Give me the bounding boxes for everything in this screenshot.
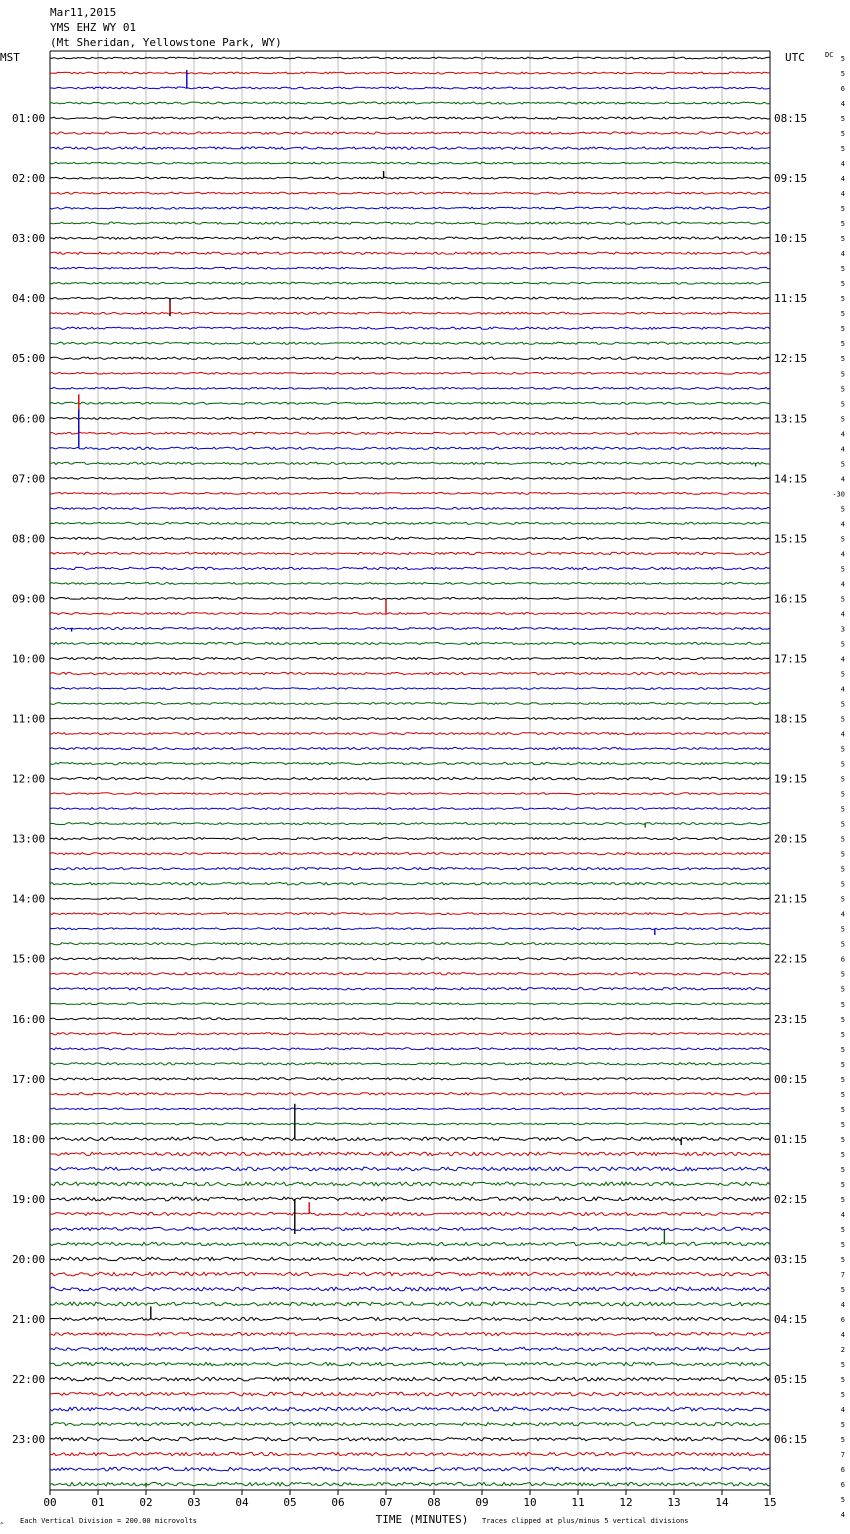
dc-offset-label: 5	[840, 1000, 845, 1009]
trace-row	[50, 823, 770, 825]
trace-row	[50, 672, 770, 674]
dc-offset-label: 5	[840, 565, 845, 574]
chart-header	[50, 6, 282, 49]
trace-row	[50, 1482, 770, 1486]
left-hour-label: 08:00	[12, 532, 46, 546]
trace-row	[50, 838, 770, 840]
dc-offset-label: 5	[840, 1045, 845, 1054]
trace-row	[50, 57, 770, 59]
left-hour-labels	[12, 112, 45, 1446]
dc-offset-label: 5	[840, 775, 845, 784]
trace-row	[50, 1152, 770, 1156]
dc-offset-label: 5	[840, 745, 845, 754]
right-hour-label: 09:15	[774, 172, 808, 186]
right-hour-label: 04:15	[774, 1313, 808, 1327]
dc-offset-label: 5	[840, 1030, 845, 1039]
trace-row	[50, 447, 770, 449]
dc-offset-label: 2	[840, 1346, 845, 1355]
trace-row	[50, 1407, 770, 1411]
trace-row	[50, 1212, 770, 1215]
trace-row	[50, 1347, 770, 1350]
dc-offset-label: 5	[840, 535, 845, 544]
left-hour-label: 17:00	[12, 1072, 46, 1086]
trace-row	[50, 703, 770, 705]
trace-row	[50, 357, 770, 359]
x-tick-label: 00	[43, 1496, 57, 1509]
dc-offset-label: 4	[840, 475, 845, 484]
trace-row	[50, 222, 770, 224]
right-hour-label: 23:15	[774, 1012, 808, 1026]
x-tick-label: 02	[139, 1496, 153, 1509]
trace-row	[50, 657, 770, 659]
left-hour-label: 16:00	[12, 1012, 46, 1026]
dc-offset-label: 4	[840, 520, 845, 529]
x-tick-label: 12	[619, 1496, 633, 1509]
trace-row	[50, 402, 770, 404]
dc-offset-label: 5	[840, 340, 845, 349]
trace-row	[50, 537, 770, 539]
dc-offset-label: 4	[840, 160, 845, 169]
dc-offset-label: 5	[840, 1090, 845, 1099]
trace-row	[50, 117, 770, 119]
dc-offset-label: 5	[840, 400, 845, 409]
left-hour-label: 01:00	[12, 112, 46, 126]
trace-row	[50, 748, 770, 750]
dc-offset-label: 5	[840, 715, 845, 724]
trace-row	[50, 613, 770, 615]
trace-row	[50, 1227, 770, 1230]
trace-row	[50, 267, 770, 269]
left-hour-label: 20:00	[12, 1252, 46, 1266]
dc-offset-label: 5	[840, 1436, 845, 1445]
dc-offset-label: 6	[840, 85, 845, 94]
trace-row	[50, 808, 770, 810]
dc-offset-label: 6	[840, 1466, 845, 1475]
trace-row	[50, 1392, 770, 1396]
trace-row	[50, 642, 770, 644]
dc-offset-label: 4	[840, 1511, 845, 1520]
right-hour-label: 20:15	[774, 832, 808, 846]
left-hour-label: 12:00	[12, 772, 46, 786]
x-tick-label: 05	[283, 1496, 297, 1509]
dc-offset-label: 5	[840, 1135, 845, 1144]
dc-offset-label: 5	[840, 130, 845, 139]
trace-row	[50, 1257, 770, 1261]
dc-offset-label: 5	[840, 640, 845, 649]
dc-offset-label: 5	[840, 460, 845, 469]
left-hour-label: 02:00	[12, 172, 46, 186]
dc-offset-label: 5	[840, 670, 845, 679]
left-hour-label: 22:00	[12, 1373, 46, 1387]
left-hour-label: 23:00	[12, 1433, 46, 1447]
dc-offset-label: 5	[840, 235, 845, 244]
dc-offset-label: 5	[840, 220, 845, 229]
trace-row	[50, 372, 770, 374]
dc-offset-label: 5	[840, 1376, 845, 1385]
right-hour-label: 18:15	[774, 712, 808, 726]
trace-row	[50, 477, 770, 479]
header-station: YMS EHZ WY 01	[50, 21, 137, 34]
x-tick-label: 08	[427, 1496, 441, 1509]
trace-row	[50, 1137, 770, 1140]
trace-row	[50, 1182, 770, 1186]
x-tick-label: 09	[475, 1496, 489, 1509]
trace-row	[50, 762, 770, 764]
trace-row	[50, 282, 770, 284]
trace-row	[50, 1317, 770, 1320]
dc-offset-label: 4	[840, 655, 845, 664]
trace-row	[50, 1063, 770, 1065]
trace-row	[50, 718, 770, 720]
dc-offset-label: 6	[840, 955, 845, 964]
trace-row	[50, 928, 770, 930]
dc-offset-label: 5	[840, 790, 845, 799]
dc-offset-labels	[832, 55, 845, 1519]
trace-row	[50, 1197, 770, 1201]
dc-offset-label: 5	[840, 115, 845, 124]
dc-offset-label: 4	[840, 250, 845, 259]
trace-row	[50, 297, 770, 299]
dc-offset-label: 5	[840, 1060, 845, 1069]
trace-row	[50, 132, 770, 134]
dc-offset-label: 4	[840, 1331, 845, 1340]
trace-row	[50, 147, 770, 149]
dc-offset-label: 5	[840, 70, 845, 79]
x-tick-label: 15	[763, 1496, 777, 1509]
trace-row	[50, 492, 770, 494]
right-hour-label: 12:15	[774, 352, 808, 366]
left-hour-label: 09:00	[12, 592, 46, 606]
right-timezone-label: UTC	[785, 51, 805, 64]
dc-offset-label: 4	[840, 910, 845, 919]
dc-offset-label: 5	[840, 415, 845, 424]
dc-offset-label: 5	[840, 1105, 845, 1114]
trace-row	[50, 583, 770, 585]
left-hour-label: 21:00	[12, 1313, 46, 1327]
right-hour-label: 16:15	[774, 592, 808, 606]
trace-row	[50, 507, 770, 509]
header-location: (Mt Sheridan, Yellowstone Park, WY)	[50, 36, 282, 49]
right-hour-label: 01:15	[774, 1132, 808, 1146]
trace-row	[50, 777, 770, 779]
dc-offset-label: 3	[840, 625, 845, 634]
trace-row	[50, 342, 770, 344]
dc-offset-label: 5	[840, 265, 845, 274]
right-hour-label: 08:15	[774, 112, 808, 126]
trace-row	[50, 1242, 770, 1245]
left-hour-label: 03:00	[12, 232, 46, 246]
left-hour-label: 10:00	[12, 652, 46, 666]
x-tick-label: 03	[187, 1496, 201, 1509]
trace-row	[50, 1078, 770, 1080]
left-hour-label: 07:00	[12, 472, 46, 486]
dc-offset-label: 5	[840, 880, 845, 889]
trace-row	[50, 312, 770, 314]
dc-offset-label: 4	[840, 430, 845, 439]
dc-offset-label: 5	[840, 310, 845, 319]
trace-row	[50, 898, 770, 900]
x-axis-title: TIME (MINUTES)	[375, 1513, 469, 1526]
scale-note: Each Vertical Division = 200.00 microvolts	[20, 1517, 198, 1525]
dc-offset-label: 4	[840, 445, 845, 454]
left-hour-label: 15:00	[12, 952, 46, 966]
right-hour-label: 13:15	[774, 412, 808, 426]
trace-row	[50, 237, 770, 239]
dc-offset-label: 5	[840, 1195, 845, 1204]
left-hour-label: 18:00	[12, 1132, 46, 1146]
right-hour-label: 22:15	[774, 952, 808, 966]
dc-offset-label: 5	[840, 1361, 845, 1370]
dc-offset-label: 4	[840, 1210, 845, 1219]
x-tick-label: 04	[235, 1496, 249, 1509]
dc-offset-label: 5	[840, 820, 845, 829]
trace-row	[50, 522, 770, 524]
trace-row	[50, 567, 770, 569]
trace-row	[50, 102, 770, 104]
trace-row	[50, 177, 770, 179]
dc-offset-label: 5	[840, 1496, 845, 1505]
right-hour-label: 11:15	[774, 292, 808, 306]
x-tick-label: 06	[331, 1496, 345, 1509]
clip-note: Traces clipped at plus/minus 5 vertical divisions	[482, 1517, 689, 1525]
right-hour-label: 21:15	[774, 892, 808, 906]
trace-row	[50, 733, 770, 735]
left-hour-label: 06:00	[12, 412, 46, 426]
x-tick-label: 13	[667, 1496, 681, 1509]
trace-row	[50, 1048, 770, 1050]
dc-offset-label: 5	[840, 1165, 845, 1174]
trace-row	[50, 1272, 770, 1276]
dc-offset-label: -30	[832, 490, 845, 499]
trace-row	[50, 207, 770, 209]
left-hour-label: 05:00	[12, 352, 46, 366]
dc-offset-label: 5	[840, 1391, 845, 1400]
left-hour-label: 19:00	[12, 1192, 46, 1206]
dc-offset-label: 4	[840, 1406, 845, 1415]
trace-row	[50, 327, 770, 329]
right-hour-label: 00:15	[774, 1072, 808, 1086]
trace-row	[50, 688, 770, 690]
trace-row	[50, 943, 770, 945]
trace-row	[50, 1377, 770, 1381]
dc-offset-label: 5	[840, 385, 845, 394]
dc-offset-label: 4	[840, 190, 845, 199]
header-date: Mar11,2015	[50, 6, 117, 19]
x-tick-label: 10	[523, 1496, 537, 1509]
trace-row	[50, 1167, 770, 1171]
dc-offset-label: 5	[840, 370, 845, 379]
dc-offset-label: 4	[840, 730, 845, 739]
trace-row	[50, 1287, 770, 1291]
trace-row	[50, 87, 770, 89]
x-axis	[43, 1490, 776, 1509]
dc-offset-label: 5	[840, 940, 845, 949]
trace-row	[50, 913, 770, 915]
trace-row	[50, 1033, 770, 1035]
dc-offset-label: 7	[840, 1270, 845, 1279]
left-hour-label: 04:00	[12, 292, 46, 306]
dc-offset-label: 5	[840, 1150, 845, 1159]
dc-offset-label: 5	[840, 1285, 845, 1294]
right-hour-label: 10:15	[774, 232, 808, 246]
trace-row	[50, 883, 770, 885]
trace-row	[50, 552, 770, 554]
dc-offset-label: 5	[840, 835, 845, 844]
dc-offset-label: 5	[840, 1120, 845, 1129]
dc-offset-label: 5	[840, 205, 845, 214]
dc-offset-label: 5	[840, 595, 845, 604]
dc-offset-label: 4	[840, 580, 845, 589]
trace-row	[50, 1438, 770, 1441]
right-hour-label: 17:15	[774, 652, 808, 666]
dc-offset-label: 5	[840, 505, 845, 514]
trace-row	[50, 793, 770, 795]
dc-offset-label: 5	[840, 325, 845, 334]
trace-row	[50, 462, 770, 464]
right-hour-label: 05:15	[774, 1373, 808, 1387]
dc-offset-label: 6	[840, 1481, 845, 1490]
trace-row	[50, 1108, 770, 1110]
left-hour-label: 13:00	[12, 832, 46, 846]
trace-row	[50, 387, 770, 389]
dc-offset-label: 5	[840, 925, 845, 934]
trace-row	[50, 1362, 770, 1366]
right-hour-label: 02:15	[774, 1192, 808, 1206]
x-tick-label: 11	[571, 1496, 585, 1509]
dc-offset-label: 5	[840, 280, 845, 289]
dc-offset-label: 5	[840, 985, 845, 994]
trace-row	[50, 432, 770, 434]
dc-offset-label: 5	[840, 1075, 845, 1084]
dc-offset-label: 5	[840, 145, 845, 154]
dc-offset-label: 4	[840, 685, 845, 694]
dc-offset-label: 6	[840, 1316, 845, 1325]
dc-offset-label: 5	[840, 1240, 845, 1249]
right-hour-label: 06:15	[774, 1433, 808, 1447]
left-hour-label: 11:00	[12, 712, 46, 726]
corner-mark: ^	[0, 1522, 4, 1529]
trace-row	[50, 72, 770, 74]
dc-offset-label: 5	[840, 895, 845, 904]
dc-offset-label: 5	[840, 1015, 845, 1024]
dc-offset-label: 5	[840, 1255, 845, 1264]
trace-row	[50, 868, 770, 870]
left-hour-label: 14:00	[12, 892, 46, 906]
dc-offset-label: 5	[840, 760, 845, 769]
dc-offset-label: 4	[840, 610, 845, 619]
dc-offset-label: 4	[840, 1300, 845, 1309]
dc-offset-label: 5	[840, 805, 845, 814]
x-tick-label: 07	[379, 1496, 393, 1509]
x-tick-label: 14	[715, 1496, 729, 1509]
trace-row	[50, 988, 770, 990]
trace-row	[50, 162, 770, 164]
trace-row	[50, 973, 770, 975]
trace-row	[50, 417, 770, 419]
trace-row	[50, 598, 770, 600]
dc-offset-label: 7	[840, 1451, 845, 1460]
dc-offset-label: 5	[840, 55, 845, 63]
dc-offset-label: 4	[840, 175, 845, 184]
right-hour-label: 03:15	[774, 1252, 808, 1266]
right-hour-labels	[774, 112, 807, 1446]
dc-offset-label: 5	[840, 970, 845, 979]
dc-offset-label: 5	[840, 1421, 845, 1430]
trace-row	[50, 1467, 770, 1471]
trace-row	[50, 1423, 770, 1426]
trace-row	[50, 1018, 770, 1020]
trace-row	[50, 627, 770, 629]
trace-row	[50, 192, 770, 194]
dc-offset-label: 5	[840, 850, 845, 859]
trace-row	[50, 1332, 770, 1335]
trace-row	[50, 1302, 770, 1306]
right-hour-label: 19:15	[774, 772, 808, 786]
dc-offset-label: 5	[840, 700, 845, 709]
right-hour-label: 15:15	[774, 532, 808, 546]
x-tick-label: 01	[91, 1496, 105, 1509]
dc-offset-label: 5	[840, 1180, 845, 1189]
trace-rows	[50, 57, 770, 1486]
left-timezone-label: MST	[0, 51, 20, 64]
dc-offset-label: 4	[840, 100, 845, 109]
dc-offset-label: 5	[840, 355, 845, 364]
dc-offset-header: DC	[825, 51, 834, 59]
trace-row	[50, 1123, 770, 1125]
dc-offset-label: 4	[840, 550, 845, 559]
trace-row	[50, 1093, 770, 1095]
trace-row	[50, 853, 770, 855]
trace-row	[50, 1452, 770, 1455]
right-hour-label: 14:15	[774, 472, 808, 486]
trace-row	[50, 252, 770, 254]
dc-offset-label: 5	[840, 1225, 845, 1234]
dc-offset-label: 5	[840, 865, 845, 874]
dc-offset-label: 5	[840, 295, 845, 304]
trace-row	[50, 958, 770, 960]
trace-row	[50, 1003, 770, 1005]
